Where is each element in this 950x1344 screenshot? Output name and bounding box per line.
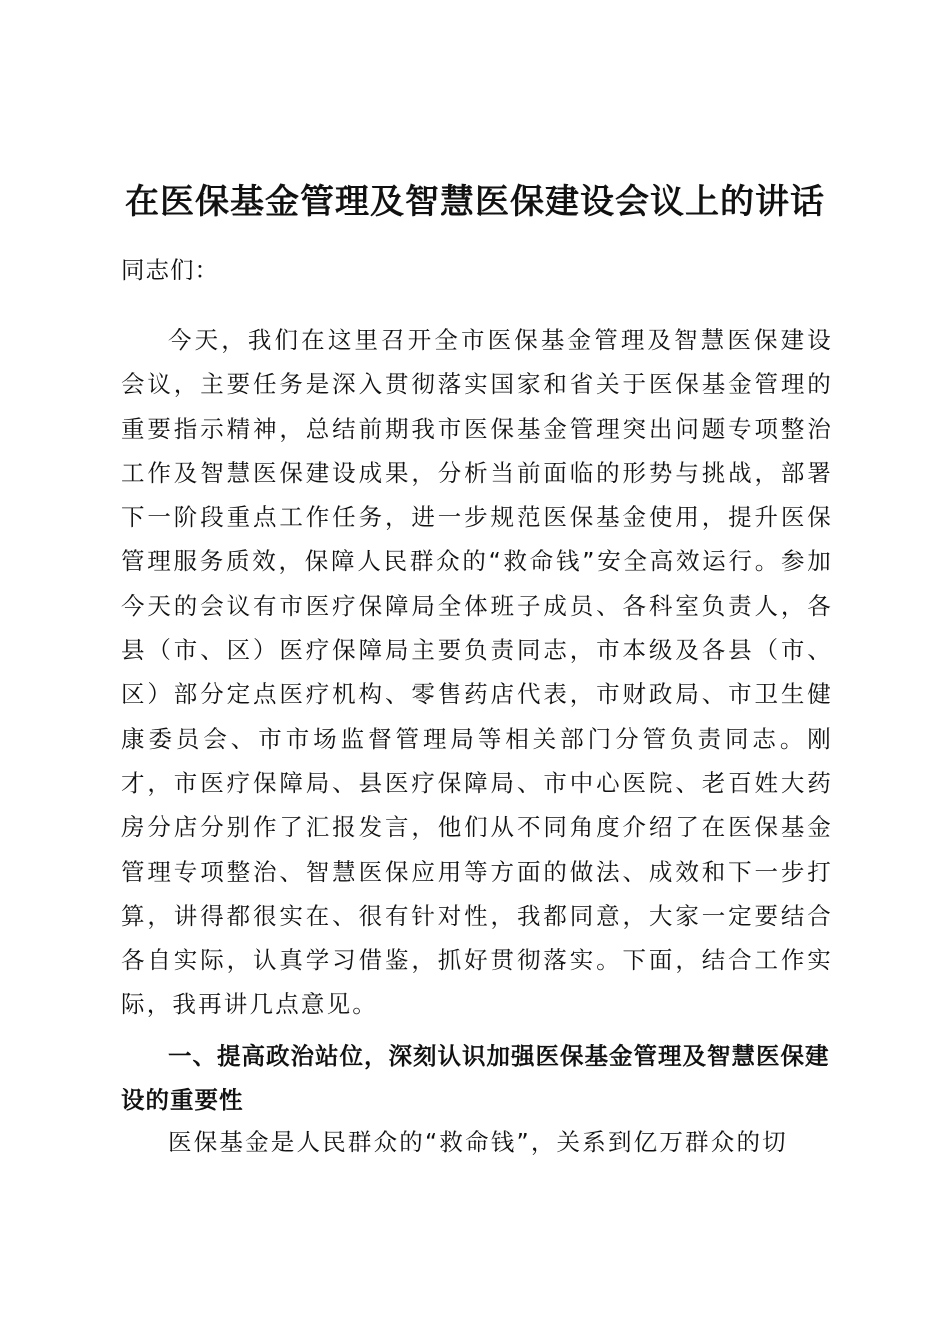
document-title: 在医保基金管理及智慧医保建设会议上的讲话	[125, 182, 825, 222]
body-paragraph: 今天，我们在这里召开全市医保基金管理及智慧医保建设会议，主要任务是深入贯彻落实国家和省关于医保基金管理的重要指示精神，总结前期我市医保基金管理突出问题专项整治工作及智慧医保建设成果，分析当前面临的形势与挑战，部署下一阶段重点工作任务，进一步规范医保基金使用，提升医保管理服务质效，保障人民群众的“救命钱”安全高效运行。参加今天的会议有市医疗保障局全体班子成员、各科室负责人，各县（市、区）医疗保障局主要负责同志，市本级及各县（市、区）部分定点医疗机构、零售药店代表，市财政局、市卫生健康委员会、市市场监督管理局等相关部门分管负责同志。刚才，市医疗保障局、县医疗保障局、市中心医院、老百姓大药房分店分别作了汇报发言，他们从不同角度介绍了在医保基金管理专项整治、智慧医保应用等方面的做法、成效和下一步打算，讲得都很实在、很有针对性，我都同意，大家一定要结合各自实际，认真学习借鉴，抓好贯彻落实。下面，结合工作实际，我再讲几点意见。	[121, 326, 833, 1019]
section-heading: 一、提高政治站位，深刻认识加强医保基金管理及智慧医保建设的重要性	[121, 1042, 830, 1114]
section-paragraph: 医保基金是人民群众的“救命钱”，关系到亿万群众的切	[168, 1128, 788, 1156]
salutation: 同志们：	[121, 256, 219, 284]
